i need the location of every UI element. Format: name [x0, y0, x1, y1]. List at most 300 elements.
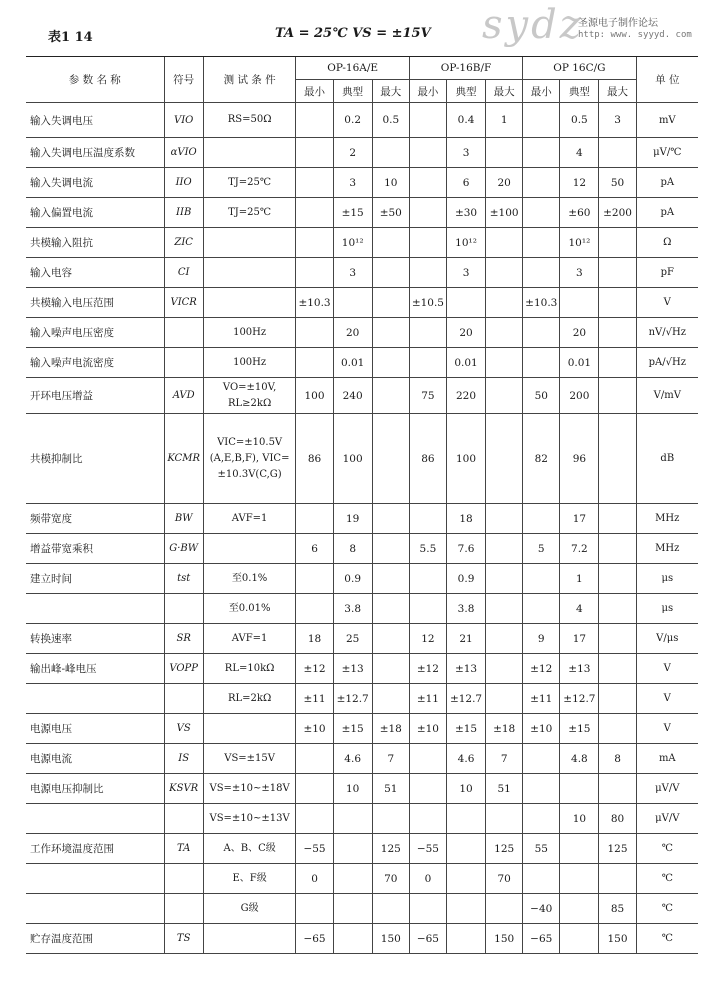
table-row	[26, 564, 698, 594]
table-row	[26, 258, 698, 288]
value-cell: 3.8	[446, 594, 485, 624]
value-cell	[296, 103, 333, 138]
value-cell	[372, 288, 409, 318]
value-cell	[333, 804, 372, 834]
value-cell: −55	[296, 834, 333, 864]
value-cell	[409, 168, 446, 198]
value-cell: 240	[333, 378, 372, 414]
test-condition-cell	[203, 288, 296, 318]
value-cell	[409, 138, 446, 168]
unit-cell: V	[636, 684, 698, 714]
value-cell	[372, 624, 409, 654]
value-cell: 0.01	[560, 348, 599, 378]
value-cell: −65	[523, 924, 560, 954]
value-cell	[372, 258, 409, 288]
value-cell	[333, 288, 372, 318]
value-cell	[296, 258, 333, 288]
value-cell	[333, 864, 372, 894]
unit-cell: μV/℃	[636, 138, 698, 168]
value-cell	[333, 924, 372, 954]
table-row	[26, 624, 698, 654]
value-cell: ±11	[296, 684, 333, 714]
value-cell: ±50	[372, 198, 409, 228]
test-condition-cell: AVF=1	[203, 624, 296, 654]
value-cell	[523, 744, 560, 774]
value-cell	[372, 594, 409, 624]
table-row	[26, 168, 698, 198]
header-condition: 测 试 条 件	[203, 57, 296, 103]
value-cell: ±18	[372, 714, 409, 744]
param-symbol: IIB	[164, 198, 203, 228]
value-cell	[296, 774, 333, 804]
unit-cell: MHz	[636, 534, 698, 564]
value-cell	[409, 228, 446, 258]
value-cell	[409, 804, 446, 834]
value-cell	[372, 654, 409, 684]
value-cell	[523, 804, 560, 834]
value-cell	[409, 198, 446, 228]
value-cell: 10	[333, 774, 372, 804]
value-cell: 125	[372, 834, 409, 864]
value-cell	[523, 138, 560, 168]
unit-cell: μs	[636, 564, 698, 594]
value-cell	[523, 168, 560, 198]
value-cell	[333, 894, 372, 924]
value-cell	[599, 594, 636, 624]
param-name: 共模输入电压范围	[26, 288, 164, 318]
value-cell: ±11	[409, 684, 446, 714]
value-cell	[446, 924, 485, 954]
unit-cell: μV/V	[636, 804, 698, 834]
value-cell: 0.01	[446, 348, 485, 378]
sub-header-cell: 典型	[560, 80, 599, 103]
value-cell: 150	[372, 924, 409, 954]
value-cell	[296, 564, 333, 594]
value-cell	[333, 834, 372, 864]
unit-cell: V/μs	[636, 624, 698, 654]
value-cell	[372, 318, 409, 348]
value-cell: ±30	[446, 198, 485, 228]
value-cell: 5	[523, 534, 560, 564]
param-name: 输入失调电流	[26, 168, 164, 198]
header-model-b: OP-16B/F	[409, 57, 522, 80]
value-cell: 17	[560, 624, 599, 654]
value-cell: 96	[560, 414, 599, 504]
value-cell	[560, 834, 599, 864]
table-row	[26, 534, 698, 564]
test-condition-cell: 100Hz	[203, 348, 296, 378]
table-row	[26, 864, 698, 894]
value-cell	[296, 168, 333, 198]
value-cell: 10¹²	[446, 228, 485, 258]
value-cell	[486, 318, 523, 348]
value-cell	[599, 228, 636, 258]
value-cell: 21	[446, 624, 485, 654]
sub-header-cell: 最大	[372, 80, 409, 103]
value-cell	[486, 534, 523, 564]
unit-cell: pA/√Hz	[636, 348, 698, 378]
watermark-url: http: www. syyyd. com	[578, 30, 692, 40]
value-cell	[372, 564, 409, 594]
value-cell: 18	[296, 624, 333, 654]
value-cell: ±10	[296, 714, 333, 744]
value-cell: 75	[409, 378, 446, 414]
unit-cell: V	[636, 654, 698, 684]
unit-cell: μV/V	[636, 774, 698, 804]
value-cell: 19	[333, 504, 372, 534]
table-row	[26, 594, 698, 624]
value-cell	[560, 774, 599, 804]
value-cell	[560, 864, 599, 894]
param-symbol: IS	[164, 744, 203, 774]
table-row	[26, 504, 698, 534]
sub-header-cell: 最小	[409, 80, 446, 103]
value-cell	[486, 624, 523, 654]
test-condition-cell: VS=±10~±13V	[203, 804, 296, 834]
value-cell	[599, 318, 636, 348]
test-condition-cell	[203, 924, 296, 954]
value-cell	[560, 894, 599, 924]
test-condition-cell	[203, 228, 296, 258]
value-cell	[486, 348, 523, 378]
param-name: 电源电压	[26, 714, 164, 744]
value-cell: ±10.5	[409, 288, 446, 318]
param-name: 输入偏置电流	[26, 198, 164, 228]
value-cell: ±15	[333, 198, 372, 228]
value-cell: ±10	[409, 714, 446, 744]
value-cell: 3	[560, 258, 599, 288]
value-cell	[372, 804, 409, 834]
table-body	[26, 103, 698, 954]
sub-header-cell: 最小	[523, 80, 560, 103]
value-cell: 6	[446, 168, 485, 198]
value-cell	[599, 414, 636, 504]
test-condition-cell: TJ=25℃	[203, 168, 296, 198]
value-cell: ±12	[523, 654, 560, 684]
param-name: 电源电压抑制比	[26, 774, 164, 804]
sub-header-cell: 最大	[486, 80, 523, 103]
value-cell	[560, 924, 599, 954]
value-cell	[486, 138, 523, 168]
value-cell: 1	[560, 564, 599, 594]
value-cell: ±15	[333, 714, 372, 744]
value-cell	[523, 198, 560, 228]
table-row	[26, 414, 698, 504]
value-cell: 25	[333, 624, 372, 654]
value-cell: 10	[560, 804, 599, 834]
param-symbol: tst	[164, 564, 203, 594]
test-condition-cell: VS=±10~±18V	[203, 774, 296, 804]
value-cell: ±10	[523, 714, 560, 744]
value-cell: 2	[333, 138, 372, 168]
unit-cell: mV	[636, 103, 698, 138]
value-cell	[486, 594, 523, 624]
param-name	[26, 894, 164, 924]
value-cell: −65	[296, 924, 333, 954]
param-symbol	[164, 594, 203, 624]
unit-cell: pF	[636, 258, 698, 288]
param-symbol: αVIO	[164, 138, 203, 168]
param-name: 输入电容	[26, 258, 164, 288]
test-condition-cell	[203, 714, 296, 744]
param-name: 建立时间	[26, 564, 164, 594]
param-symbol	[164, 318, 203, 348]
value-cell	[446, 864, 485, 894]
value-cell: ±13	[560, 654, 599, 684]
value-cell	[372, 228, 409, 258]
value-cell	[296, 198, 333, 228]
value-cell: 50	[523, 378, 560, 414]
test-condition-cell: G级	[203, 894, 296, 924]
value-cell	[523, 564, 560, 594]
param-symbol	[164, 684, 203, 714]
value-cell: 7.2	[560, 534, 599, 564]
param-symbol: VOPP	[164, 654, 203, 684]
value-cell	[523, 594, 560, 624]
watermark-name: 圣源电子制作论坛	[578, 18, 658, 29]
value-cell	[409, 744, 446, 774]
value-cell	[296, 228, 333, 258]
value-cell	[372, 348, 409, 378]
value-cell: ±200	[599, 198, 636, 228]
value-cell: 7.6	[446, 534, 485, 564]
value-cell	[372, 534, 409, 564]
header-symbol: 符号	[164, 57, 203, 103]
value-cell: 6	[296, 534, 333, 564]
param-symbol: ZIC	[164, 228, 203, 258]
param-name: 增益带宽乘积	[26, 534, 164, 564]
value-cell: ±18	[486, 714, 523, 744]
value-cell	[372, 894, 409, 924]
value-cell: ±15	[446, 714, 485, 744]
test-condition-cell: RS=50Ω	[203, 103, 296, 138]
value-cell	[372, 138, 409, 168]
value-cell	[296, 744, 333, 774]
value-cell	[599, 714, 636, 744]
table-label: 表1 14	[48, 30, 93, 45]
param-name	[26, 804, 164, 834]
test-condition-cell: RL=10kΩ	[203, 654, 296, 684]
param-name: 共模抑制比	[26, 414, 164, 504]
value-cell	[523, 228, 560, 258]
value-cell	[296, 594, 333, 624]
header-unit: 单 位	[636, 57, 698, 103]
sub-header-cell: 最大	[599, 80, 636, 103]
value-cell	[446, 288, 485, 318]
value-cell: 125	[599, 834, 636, 864]
value-cell	[523, 504, 560, 534]
value-cell: 100	[446, 414, 485, 504]
value-cell: 0.4	[446, 103, 485, 138]
value-cell	[486, 504, 523, 534]
value-cell: 51	[372, 774, 409, 804]
test-condition-cell: 至0.01%	[203, 594, 296, 624]
param-name: 转换速率	[26, 624, 164, 654]
value-cell: 150	[486, 924, 523, 954]
value-cell: 100	[296, 378, 333, 414]
value-cell: 12	[560, 168, 599, 198]
value-cell	[486, 378, 523, 414]
value-cell: 3	[446, 138, 485, 168]
value-cell: ±12.7	[560, 684, 599, 714]
param-name: 输入失调电压	[26, 103, 164, 138]
value-cell	[599, 564, 636, 594]
param-name: 贮存温度范围	[26, 924, 164, 954]
param-name: 开环电压增益	[26, 378, 164, 414]
value-cell: ±13	[333, 654, 372, 684]
value-cell: 200	[560, 378, 599, 414]
value-cell	[523, 318, 560, 348]
unit-cell: V	[636, 288, 698, 318]
value-cell	[296, 504, 333, 534]
value-cell: 8	[333, 534, 372, 564]
value-cell	[372, 414, 409, 504]
param-symbol: BW	[164, 504, 203, 534]
test-condition-cell: RL=2kΩ	[203, 684, 296, 714]
unit-cell: pA	[636, 168, 698, 198]
sub-header-cell: 最小	[296, 80, 333, 103]
param-symbol: AVD	[164, 378, 203, 414]
value-cell: ±10.3	[523, 288, 560, 318]
value-cell: 55	[523, 834, 560, 864]
test-condition-cell: AVF=1	[203, 504, 296, 534]
value-cell	[486, 894, 523, 924]
test-condition-cell: 至0.1%	[203, 564, 296, 594]
sub-header-cell: 典型	[333, 80, 372, 103]
param-name: 输入噪声电压密度	[26, 318, 164, 348]
header-model-c: OP 16C/G	[523, 57, 636, 80]
value-cell	[446, 894, 485, 924]
test-condition-cell	[203, 138, 296, 168]
value-cell: 100	[333, 414, 372, 504]
param-symbol: IIO	[164, 168, 203, 198]
param-name	[26, 864, 164, 894]
unit-cell: ℃	[636, 864, 698, 894]
value-cell: 51	[486, 774, 523, 804]
table-row	[26, 774, 698, 804]
table-row	[26, 924, 698, 954]
value-cell	[486, 288, 523, 318]
test-condition-cell: VIC=±10.5V (A,E,B,F), VIC= ±10.3V(C,G)	[203, 414, 296, 504]
test-condition-cell	[203, 258, 296, 288]
param-name: 输出峰-峰电压	[26, 654, 164, 684]
table-row	[26, 318, 698, 348]
value-cell: 0.5	[560, 103, 599, 138]
table-row	[26, 894, 698, 924]
value-cell	[599, 864, 636, 894]
value-cell	[372, 684, 409, 714]
value-cell: ±13	[446, 654, 485, 684]
value-cell: 3	[333, 168, 372, 198]
value-cell: 50	[599, 168, 636, 198]
table-row	[26, 348, 698, 378]
param-symbol: VICR	[164, 288, 203, 318]
param-symbol	[164, 864, 203, 894]
param-symbol: CI	[164, 258, 203, 288]
value-cell	[599, 624, 636, 654]
value-cell: 3	[446, 258, 485, 288]
watermark-logo: sydz	[482, 2, 584, 48]
table-row	[26, 198, 698, 228]
header-model-a: OP-16A/E	[296, 57, 409, 80]
value-cell: ±12.7	[446, 684, 485, 714]
value-cell	[486, 684, 523, 714]
table-row	[26, 103, 698, 138]
unit-cell: Ω	[636, 228, 698, 258]
param-symbol: KCMR	[164, 414, 203, 504]
param-symbol	[164, 348, 203, 378]
value-cell: −65	[409, 924, 446, 954]
param-symbol: SR	[164, 624, 203, 654]
table-row	[26, 804, 698, 834]
value-cell: ±12	[409, 654, 446, 684]
value-cell: ±15	[560, 714, 599, 744]
value-cell: 85	[599, 894, 636, 924]
value-cell: 1	[486, 103, 523, 138]
value-cell: 0.9	[446, 564, 485, 594]
value-cell	[296, 804, 333, 834]
value-cell	[523, 774, 560, 804]
value-cell	[599, 774, 636, 804]
value-cell	[523, 864, 560, 894]
value-cell	[486, 804, 523, 834]
unit-cell: ℃	[636, 924, 698, 954]
value-cell: 4.6	[333, 744, 372, 774]
value-cell: 12	[409, 624, 446, 654]
value-cell: 10	[446, 774, 485, 804]
unit-cell: MHz	[636, 504, 698, 534]
value-cell	[599, 348, 636, 378]
unit-cell: pA	[636, 198, 698, 228]
value-cell: 0.2	[333, 103, 372, 138]
value-cell: 18	[446, 504, 485, 534]
spec-table	[26, 56, 698, 954]
value-cell: 10¹²	[560, 228, 599, 258]
value-cell: 0.01	[333, 348, 372, 378]
value-cell	[599, 288, 636, 318]
value-cell: 4.6	[446, 744, 485, 774]
value-cell: 82	[523, 414, 560, 504]
value-cell: 125	[486, 834, 523, 864]
value-cell	[446, 804, 485, 834]
value-cell: 0	[409, 864, 446, 894]
test-condition-cell: VO=±10V, RL≥2kΩ	[203, 378, 296, 414]
param-symbol	[164, 804, 203, 834]
table-row	[26, 228, 698, 258]
param-symbol: TS	[164, 924, 203, 954]
value-cell: 0.5	[372, 103, 409, 138]
value-cell: 20	[333, 318, 372, 348]
value-cell: 86	[409, 414, 446, 504]
value-cell	[599, 654, 636, 684]
value-cell: 220	[446, 378, 485, 414]
value-cell	[409, 504, 446, 534]
value-cell: 20	[446, 318, 485, 348]
value-cell: 0.9	[333, 564, 372, 594]
value-cell	[486, 564, 523, 594]
param-symbol: G·BW	[164, 534, 203, 564]
value-cell	[599, 504, 636, 534]
value-cell	[599, 534, 636, 564]
value-cell: 0	[296, 864, 333, 894]
value-cell: ±12.7	[333, 684, 372, 714]
sub-header-cell: 典型	[446, 80, 485, 103]
value-cell: ±11	[523, 684, 560, 714]
test-condition: TA = 25℃ VS = ±15V	[275, 26, 431, 41]
test-condition-cell: 100Hz	[203, 318, 296, 348]
value-cell: 86	[296, 414, 333, 504]
value-cell: 5.5	[409, 534, 446, 564]
